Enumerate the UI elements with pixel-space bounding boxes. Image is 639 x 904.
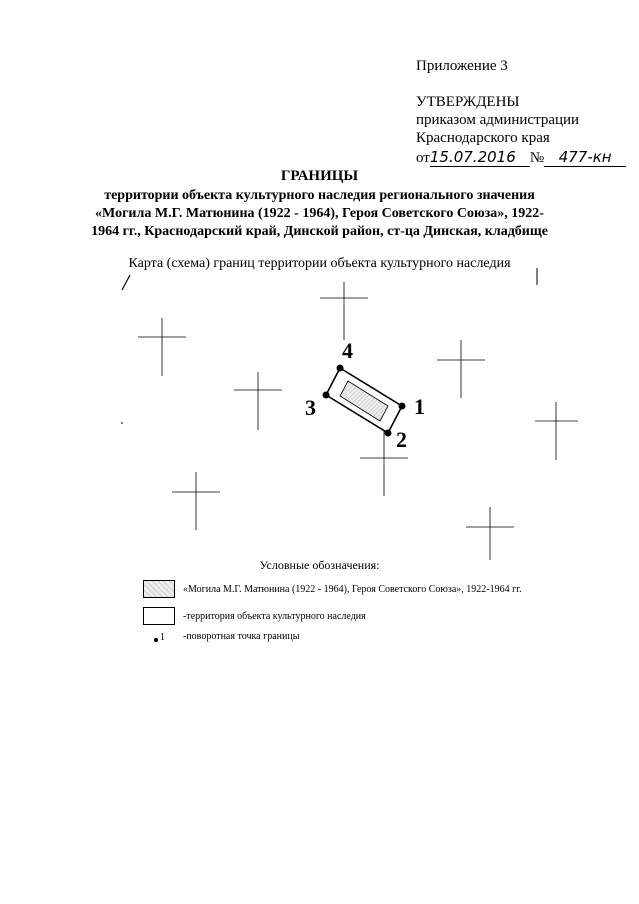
order-prefix: от <box>416 150 430 166</box>
legend-title: Условные обозначения: <box>259 558 380 572</box>
document-subtitle-line-1: территории объекта культурного наследия регионального значения <box>104 188 535 203</box>
map-caption: Карта (схема) границ территории объекта культурного наследия <box>128 256 511 271</box>
grid-cross <box>437 340 485 398</box>
appendix-label: Приложение 3 <box>416 58 508 74</box>
legend-point-swatch <box>154 638 158 642</box>
document-subtitle-line-3: 1964 гг., Краснодарский край, Динской район, ст-ца Динская, кладбище <box>91 224 548 239</box>
map-corner-mark-left <box>122 275 130 290</box>
grid-crosses <box>138 282 578 560</box>
legend-point-label: 1 <box>160 632 165 643</box>
grid-cross <box>138 318 186 376</box>
point-label-2: 2 <box>396 427 407 452</box>
legend-monument-swatch <box>143 580 175 598</box>
point-label-3: 3 <box>305 395 316 420</box>
turning-point-3 <box>323 392 330 399</box>
point-label-4: 4 <box>342 338 353 363</box>
legend-territory-swatch <box>143 607 175 625</box>
turning-point-4 <box>337 365 344 372</box>
grid-cross <box>234 372 282 430</box>
order-number: 477-кн <box>544 148 626 167</box>
grid-cross <box>320 282 368 340</box>
approved-line-1: приказом администрации <box>416 112 580 128</box>
turning-point-1 <box>399 403 406 410</box>
legend-territory-text: -территория объекта культурного наследия <box>183 611 366 622</box>
approved-line-2: Краснодарского края <box>416 130 550 146</box>
approved-heading: УТВЕРЖДЕНЫ <box>416 94 520 110</box>
order-date: 15.07.2016 <box>430 148 530 167</box>
grid-cross <box>466 507 514 560</box>
legend-monument-text: «Могила М.Г. Матюнина (1922 - 1964), Героя Советского Союза», 1922-1964 гг. <box>183 584 522 595</box>
document-title: ГРАНИЦЫ <box>280 168 359 184</box>
grid-cross <box>535 402 578 460</box>
legend-point-text: -поворотная точка границы <box>183 631 300 642</box>
order-number-sign: № <box>529 150 545 166</box>
point-label-1: 1 <box>414 394 425 419</box>
grid-cross <box>172 472 220 530</box>
document-subtitle-line-2: «Могила М.Г. Матюнина (1922 - 1964), Героя Советского Союза», 1922- <box>95 206 544 221</box>
turning-point-2 <box>385 430 392 437</box>
